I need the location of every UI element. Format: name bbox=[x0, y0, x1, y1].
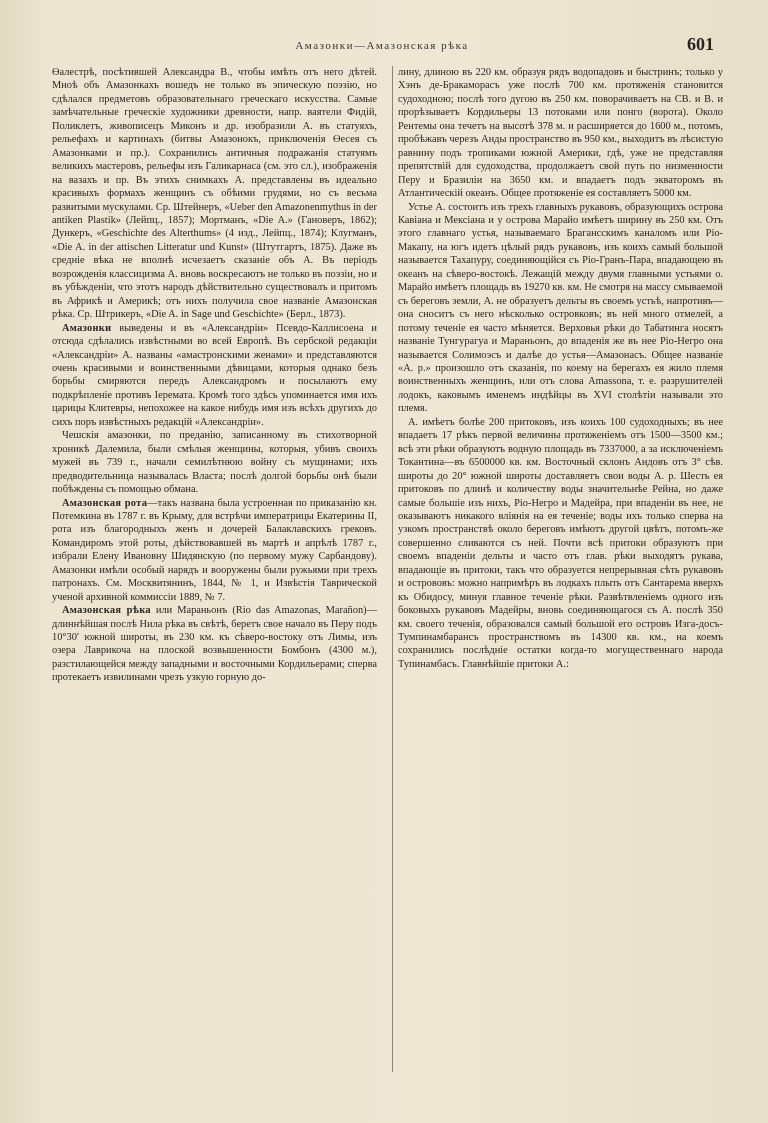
entry-text: или Мараньонъ (Rio das Amazonas, Marañon)—длиннѣйшая послѣ Нила рѣка въ свѣтѣ, беретъ свое начало въ Перу подъ 10°30′ южной широты, въ 230 км. къ сѣверо-востоку отъ Лимы, изъ озера Лаврикоча на плоской возвышенности Бомбонъ (4300 м.), разстилающейся между западными и восточными Кордильерами; сперва протекаетъ извилинами чрезъ узкую горную до- bbox=[52, 605, 377, 684]
right-column bbox=[398, 66, 723, 671]
entry-amazonki bbox=[52, 322, 377, 430]
paragraph-tributaries bbox=[398, 416, 723, 672]
entry-text: —такъ названа была устроенная по приказанію кн. Потемкина въ 1787 г. въ Крыму, для встрѣчи императрицы Екатерины II, рота изъ благородныхъ женъ и дочерей Балаклавскихъ грековъ. Командиромъ этой роты, дѣйствовавшей въ мартѣ и апрѣлѣ 1787 г., избрали Елену Ивановну Шидянскую (по первому мужу Сарбандову). Амазонки имѣли особый нарядъ и вооружены были ружьями при трехъ патронахъ. См. Москвитянинъ, 1844, № 1, и Извѣстія Таврической ученой архивной коммиссіи 1889, № 7. bbox=[52, 497, 378, 603]
paragraph-river-mouth bbox=[398, 201, 723, 416]
entry-text: выведены и въ «Александріи» Псевдо-Каллисоена и отсюда сдѣлались извѣстными во всей Европѣ. Въ сербской редакціи «Александріи» А. названы «амастронскими женами» и представляются очень красивыми и воинственными дѣвицами, которыя однако безъ борьбы смиряются передъ Александромъ и посылаютъ ему подкрѣпленіе противъ Іеремата. Кромѣ того здѣсь упоминается имя ихъ царицы Клитевры, непохожее на какое нибудь имя изъ всѣхъ другихъ до сихъ поръ извѣстныхъ редакцій «Александріи». bbox=[52, 322, 377, 428]
article-continuation bbox=[398, 66, 723, 201]
entry-headword: Амазонская рота bbox=[62, 497, 148, 509]
paragraph-czech-amazons bbox=[52, 429, 377, 496]
entry-amazon-river bbox=[52, 604, 377, 685]
entry-headword: Амазонки bbox=[62, 322, 112, 334]
paragraph-text: Устье А. состоитъ изъ трехъ главныхъ рукавовъ, образующихъ острова Кавіана и Мексіана и у острова Марайо имѣетъ ширину въ 250 км. Отъ этого главнаго устья, называемаго Брагансскимъ каналомъ или Ріо-Макапу, на югъ идетъ цѣлый рядъ рукавовъ, изъ коихъ самый большой называется Тахапуру, соединяющійся съ Ріо-Гранъ-Пара, впадающею въ океанъ на сѣверо-востокѣ. Лежащій между двумя главными устьями о. Марайо имѣетъ площадь въ 19270 кв. км. Не смотря на массу смываемой съ береговъ земли, А. не образуетъ дельты въ своемъ устьѣ, напротивъ—она сноситъ съ него нѣсколько островковъ; въ ней много отмелей, а потому теченіе ея часто мѣняется. Верховья рѣки до Табатинга носятъ названіе Тунгурагуа и Мараньонъ, до впаденія же въ нее Ріо-Негро она называется Солимоэсъ и далѣе до устья—Амазонасъ. Общее названіе «А. р.» произошло отъ сказанія, по коему на берегахъ ея жило племя воинственныхъ женщинъ, или отъ слова Amassona, т. е. разрушителей лодокъ, каковымъ именемъ индѣйцы въ XVI столѣтіи называли это племя. bbox=[398, 201, 723, 415]
entry-amazon-company bbox=[52, 497, 377, 605]
column-divider bbox=[392, 66, 393, 1072]
page-number: 601 bbox=[687, 34, 714, 54]
paragraph-text: Чешскія амазонки, по преданію, записанному въ стихотворной хроникѣ Далемила, были смѣлыя женщины, которыя, убивъ своихъ мужей въ 739 г., начали семилѣтнюю войну съ мущинами; ихъ предводительница называлась Власта; послѣ долгой борьбы онѣ были побѣждены съ помощью обмана. bbox=[52, 430, 377, 496]
page-header bbox=[50, 34, 714, 62]
running-title: Амазонки—Амазонская рѣка bbox=[295, 40, 469, 52]
article-continuation bbox=[52, 66, 377, 322]
paragraph-text: Өалестрѣ, посѣтившей Александра В., чтобы имѣть отъ него дѣтей. Мноѣ объ Амазонкахъ вошедъ не только въ эпическую поэзію, но сдѣлался предметовъ образовательнаго греческаго искусства. Самые замѣчательные греческіе художники древности, напр. ваятели Фидій, Поликлетъ, живописецъ Миконъ и др. изобразили А. въ статуяхъ, рельефахъ и картинахъ (битвы Амазонокъ, приключенія Өесея съ Амазонками и пр.). Сохранились античныя подражанія статуямъ великихъ мастеровъ, рельефы изъ Галикарнаса (см. это сл.), изображенія на вазахъ и пр. Въ этихъ снимкахъ А. представлены въ идеально красивыхъ формахъ женщинъ съ обѣими грудями, но съ весьма развитыми мускулами. Ср. Штейнеръ, «Ueber den Amazonenmythus in der antiken Plastik» (Лейпц., 1857); Мортманъ, «Die A.» (Гановеръ, 1862); Дункеръ, «Geschichte des Alterthums» (4 изд., Лейпц., 1874); Клугманъ, «Die A. in der attischen Litteratur und Kunst» (Штутгартъ, 1875). Даже въ средніе вѣка не вполнѣ исчезаетъ сказаніе объ А. Въ періодъ возрожденія классицизма А. вновь воскресаютъ не только въ поэзіи, но и въ убѣжденіи, что этотъ народъ дѣйствительно существовалъ и притомъ въ Африкѣ и Америкѣ; отъ нихъ получила свое названіе Амазонская рѣка. Ср. Штрикеръ, «Die A. in Sage und Geschichte» (Берл., 1873). bbox=[52, 67, 377, 321]
paragraph-text: лину, длиною въ 220 км. образуя рядъ водопадовъ и быстринъ; только у Хэнъ де-Бракаморасъ уже послѣ 700 км. протяженія становится судоходною; послѣ того дугою въ 250 км. поворачиваетъ на СВ. и В. и прорѣзываетъ Кордильеры 13 потоками или понго (ворота). Около Рентемы она течетъ на высотѣ 378 м. и расширяется до 1600 м., потомъ, пробѣжавъ черезъ Анды пространство въ 950 км., выходитъ въ лѣсистую равнину подъ тропиками южной Америки, гдѣ, уже не представляя препятствій для судоходства, продолжаетъ свой путь по низменности Перу и Бразиліи на 3650 км. и впадаетъ подъ экваторомъ въ Атлантическій океанъ. Общее протяженіе ея составляетъ 5000 км. bbox=[398, 67, 723, 200]
entry-headword: Амазонская рѣка bbox=[62, 605, 151, 617]
left-column bbox=[52, 66, 377, 685]
paragraph-text: А. имѣетъ болѣе 200 притоковъ, изъ коихъ 100 судоходныхъ; въ нее впадаетъ 17 рѣкъ первой величины протяженіемъ отъ 1500—3500 км.; всѣ эти рѣки образуютъ водную площадь въ 7337000, а за исключеніемъ Токантина—въ 6500000 кв. км. Восточный склонъ Андовъ отъ 3° сѣв. широты до 20° южной широты доставляетъ свои воды А. р. Шесть ея притоковъ по длинѣ и количеству воды значительнѣе Рейна, но даже самые большіе изъ нихъ, Ріо-Негро и Мадейра, при впаденіи въ нее, не оказываютъ никакого вліянія на ея теченіе; воды ихъ только сперва на узкомъ пространствѣ около береговъ имѣютъ другой цвѣтъ, потомъ-же совершенно сливаются съ ней. Почти всѣ притоки образуютъ при своемъ впаденіи дельты и часто отъ глав. рѣки выходятъ рукава, впадающіе въ притоки, такъ что образуется непрерывная сѣть рукавовъ и острововъ: можно напримѣръ въ лодкахъ плыть отъ Сантарема вверхъ къ Обидосу, минуя главное теченіе рѣки. Развѣтвленіемъ одного изъ боковыхъ рукавовъ Мадейры, вновь соединяющагося съ А. послѣ 350 км. своего теченія, образовался самый большой его островъ Изга-досъ-Тумпинамбарансъ пространствомъ въ 14300 кв. км., на коемъ сохранились послѣдніе остатки когда-то могущественнаго народа Тупинамбасъ. Главнѣйшіе притоки А.: bbox=[398, 416, 723, 670]
